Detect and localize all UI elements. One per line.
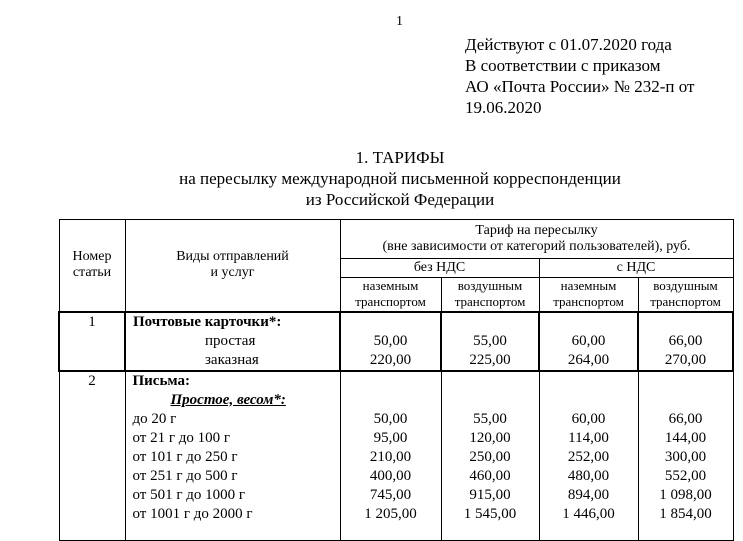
order-line: Действуют с 01.07.2020 года (465, 35, 672, 54)
item-description (125, 371, 340, 541)
weight-label: от 101 г до 250 г (132, 448, 238, 465)
weight-label: от 251 г до 500 г (132, 467, 238, 484)
price-ground-with-vat: 60,00 114,00 252,00 480,00 894,00 1 446,00 (539, 371, 638, 541)
weight-label: от 1001 г до 2000 г (132, 505, 253, 522)
article-number: 2 (59, 371, 125, 541)
weight-label: от 501 г до 1000 г (132, 486, 246, 503)
title-heading: 1. ТАРИФЫ (355, 148, 445, 167)
document-title (0, 147, 743, 210)
order-line: В соответствии с приказом (465, 56, 661, 75)
header-item-types: Виды отправлений и услуг (125, 220, 340, 312)
article-number: 1 (59, 312, 125, 371)
order-reference (465, 34, 694, 118)
header-ground-transport: наземным транспортом (539, 278, 638, 312)
tariff-table (58, 219, 734, 541)
page-number: 1 (396, 14, 403, 29)
order-line: 19.06.2020 (465, 98, 542, 117)
header-article-number: Номер статьи (59, 220, 125, 312)
price-air-no-vat: 55,00 120,00 250,00 460,00 915,00 1 545,00 (441, 371, 539, 541)
price-air-with-vat: 66,00 144,00 300,00 552,00 1 098,00 1 854,00 (638, 371, 733, 541)
order-line: АО «Почта России» № 232-п от (465, 77, 695, 96)
price-ground-no-vat: 50,00 220,00 (340, 312, 441, 371)
price-ground-with-vat: 60,00 264,00 (539, 312, 638, 371)
price-ground-no-vat: 50,00 95,00 210,00 400,00 745,00 1 205,00 (340, 371, 441, 541)
header-no-vat: без НДС (340, 259, 539, 278)
item-label: простая (205, 332, 256, 349)
price-air-with-vat: 66,00 270,00 (638, 312, 733, 371)
item-label: заказная (205, 351, 259, 368)
title-subheading: на пересылку международной письменной корреспонденции (179, 169, 621, 188)
item-description (125, 312, 340, 371)
section-subtitle: Простое, весом*: (170, 391, 286, 408)
price-air-no-vat: 55,00 225,00 (441, 312, 539, 371)
section-title: Письма: (132, 372, 191, 389)
title-subheading: из Российской Федерации (305, 190, 495, 209)
weight-label: от 21 г до 100 г (132, 429, 231, 446)
header-ground-transport: наземным транспортом (340, 278, 441, 312)
header-tariff: Тариф на пересылку (вне зависимости от категорий пользователей), руб. (340, 220, 733, 259)
section-title: Почтовые карточки*: (133, 313, 282, 330)
weight-label: до 20 г (132, 410, 177, 427)
header-air-transport: воздушным транспортом (638, 278, 733, 312)
header-with-vat: с НДС (539, 259, 733, 278)
header-air-transport: воздушным транспортом (441, 278, 539, 312)
